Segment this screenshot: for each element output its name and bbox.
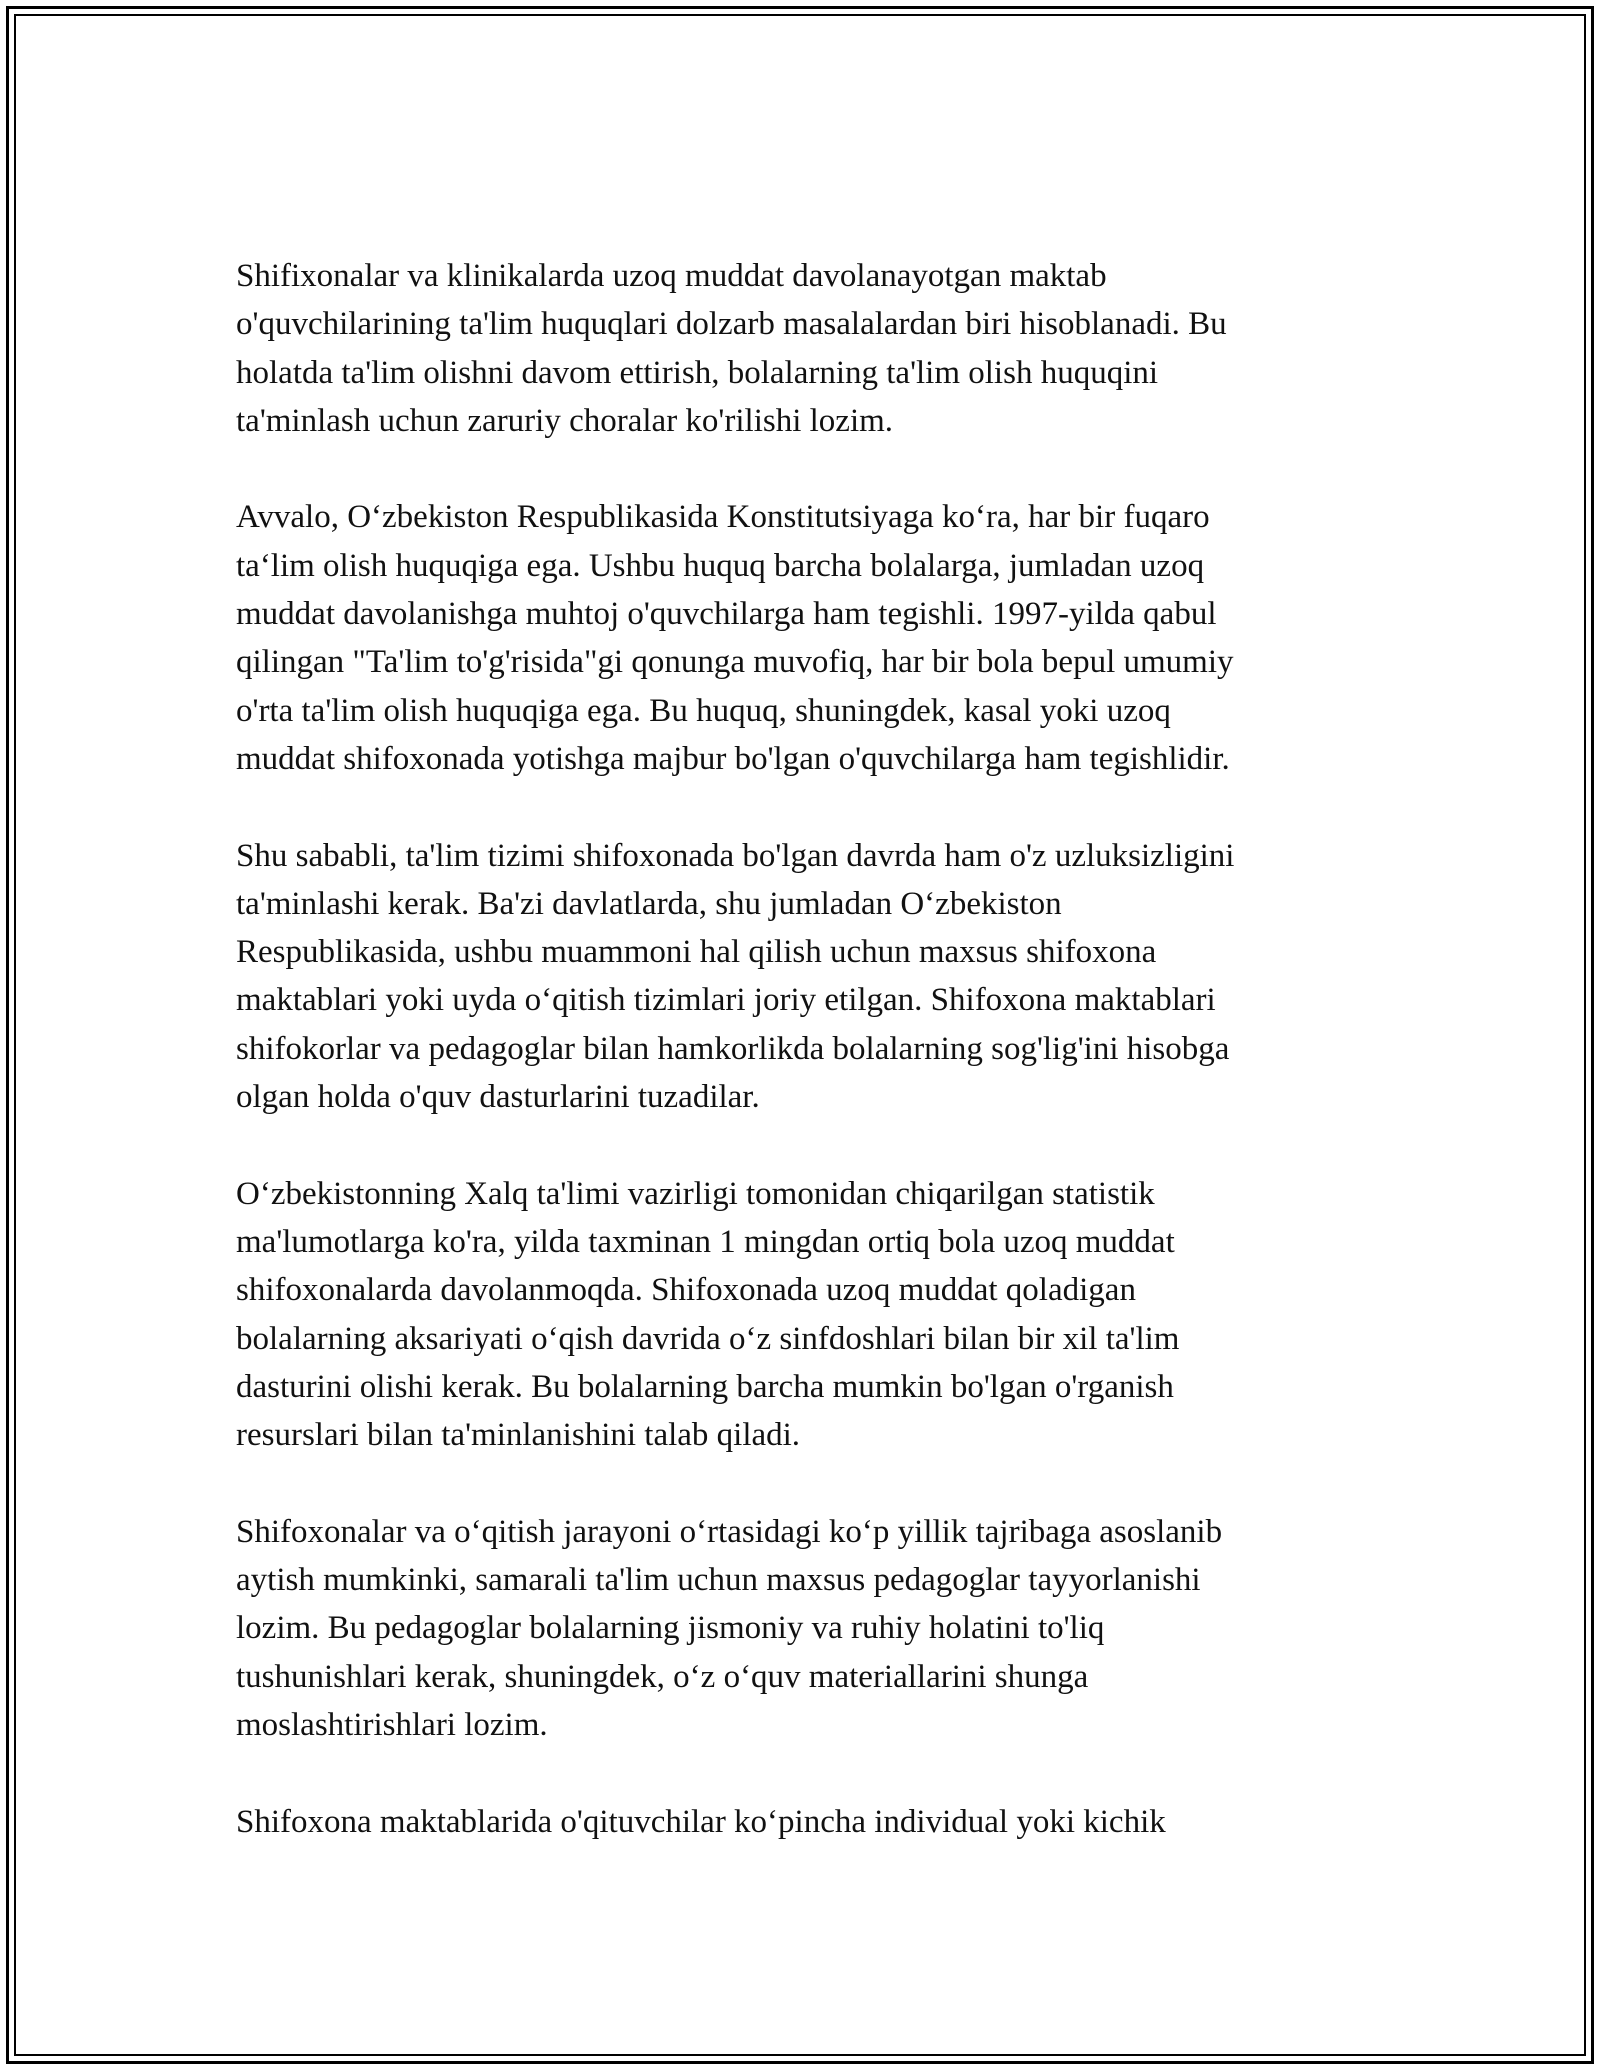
text-line: lozim. Bu pedagoglar bolalarning jismoniy va ruhiy holatini to'liq [236, 1610, 1105, 1647]
text-line: holatda ta'lim olishni davom ettirish, bolalarning ta'lim olish huquqini [236, 354, 1159, 391]
text-line: bolalarning aksariyati o‘qish davrida o‘z sinfdoshlari bilan bir xil ta'lim [236, 1320, 1180, 1357]
text-line: qilingan "Ta'lim to'g'risida"gi qonunga muvofiq, har bir bola bepul umumiy [236, 644, 1234, 681]
text-line: Shu sababli, ta'lim tizimi shifoxonada bo'lgan davrda ham o'z uzluksizligini [236, 837, 1235, 874]
text-line: Avvalo, O‘zbekiston Respublikasida Konstitutsiyaga ko‘ra, har bir fuqaro [236, 499, 1210, 536]
text-line: ta'minlashi kerak. Ba'zi davlatlarda, shu jumladan O‘zbekiston [236, 885, 1062, 922]
text-line: olgan holda o'quv dasturlarini tuzadilar. [236, 1079, 760, 1116]
paragraph-6 [236, 1798, 1376, 1846]
text-line: Shifoxona maktablarida o'qituvchilar ko‘pincha individual yoki kichik [236, 1803, 1166, 1840]
paragraph-2 [236, 493, 1376, 783]
text-line: dasturini olishi kerak. Bu bolalarning barcha mumkin bo'lgan o'rganish [236, 1368, 1174, 1405]
text-line: aytish mumkinki, samarali ta'lim uchun maxsus pedagoglar tayyorlanishi [236, 1562, 1201, 1599]
paragraph-5 [236, 1508, 1376, 1749]
paragraph-1 [236, 252, 1376, 445]
text-line: muddat davolanishga muhtoj o'quvchilarga ham tegishli. 1997-yilda qabul [236, 596, 1217, 633]
text-line: ta'minlash uchun zaruriy choralar ko'rilishi lozim. [236, 402, 894, 439]
paragraph-4 [236, 1170, 1376, 1460]
text-line: o'quvchilarining ta'lim huquqlari dolzarb masalalardan biri hisoblanadi. Bu [236, 306, 1227, 343]
text-line: O‘zbekistonning Xalq ta'limi vazirligi tomonidan chiqarilgan statistik [236, 1175, 1155, 1212]
text-line: Shifixonalar va klinikalarda uzoq muddat davolanayotgan maktab [236, 258, 1107, 294]
text-line: tushunishlari kerak, shuningdek, o‘z o‘quv materiallarini shunga [236, 1658, 1089, 1695]
text-line: muddat shifoxonada yotishga majbur bo'lgan o'quvchilarga ham tegishlidir. [236, 740, 1230, 777]
document-body [236, 252, 1376, 1894]
text-line: Shifoxonalar va o‘qitish jarayoni o‘rtasidagi ko‘p yillik tajribaga asoslanib [236, 1513, 1223, 1550]
paragraph-3 [236, 832, 1376, 1122]
text-line: ta‘lim olish huquqiga ega. Ushbu huquq barcha bolalarga, jumladan uzoq [236, 547, 1205, 584]
text-line: maktablari yoki uyda o‘qitish tizimlari joriy etilgan. Shifoxona maktablari [236, 982, 1216, 1019]
text-line: shifokorlar va pedagoglar bilan hamkorlikda bolalarning sog'lig'ini hisobga [236, 1030, 1230, 1067]
text-line: o'rta ta'lim olish huquqiga ega. Bu huquq, shuningdek, kasal yoki uzoq [236, 692, 1171, 729]
text-line: resurslari bilan ta'minlanishini talab qiladi. [236, 1417, 801, 1454]
text-line: ma'lumotlarga ko'ra, yilda taxminan 1 mingdan ortiq bola uzoq muddat [236, 1223, 1175, 1260]
text-line: shifoxonalarda davolanmoqda. Shifoxonada uzoq muddat qoladigan [236, 1272, 1136, 1309]
text-line: Respublikasida, ushbu muammoni hal qilish uchun maxsus shifoxona [236, 934, 1157, 971]
text-line: moslashtirishlari lozim. [236, 1706, 548, 1743]
